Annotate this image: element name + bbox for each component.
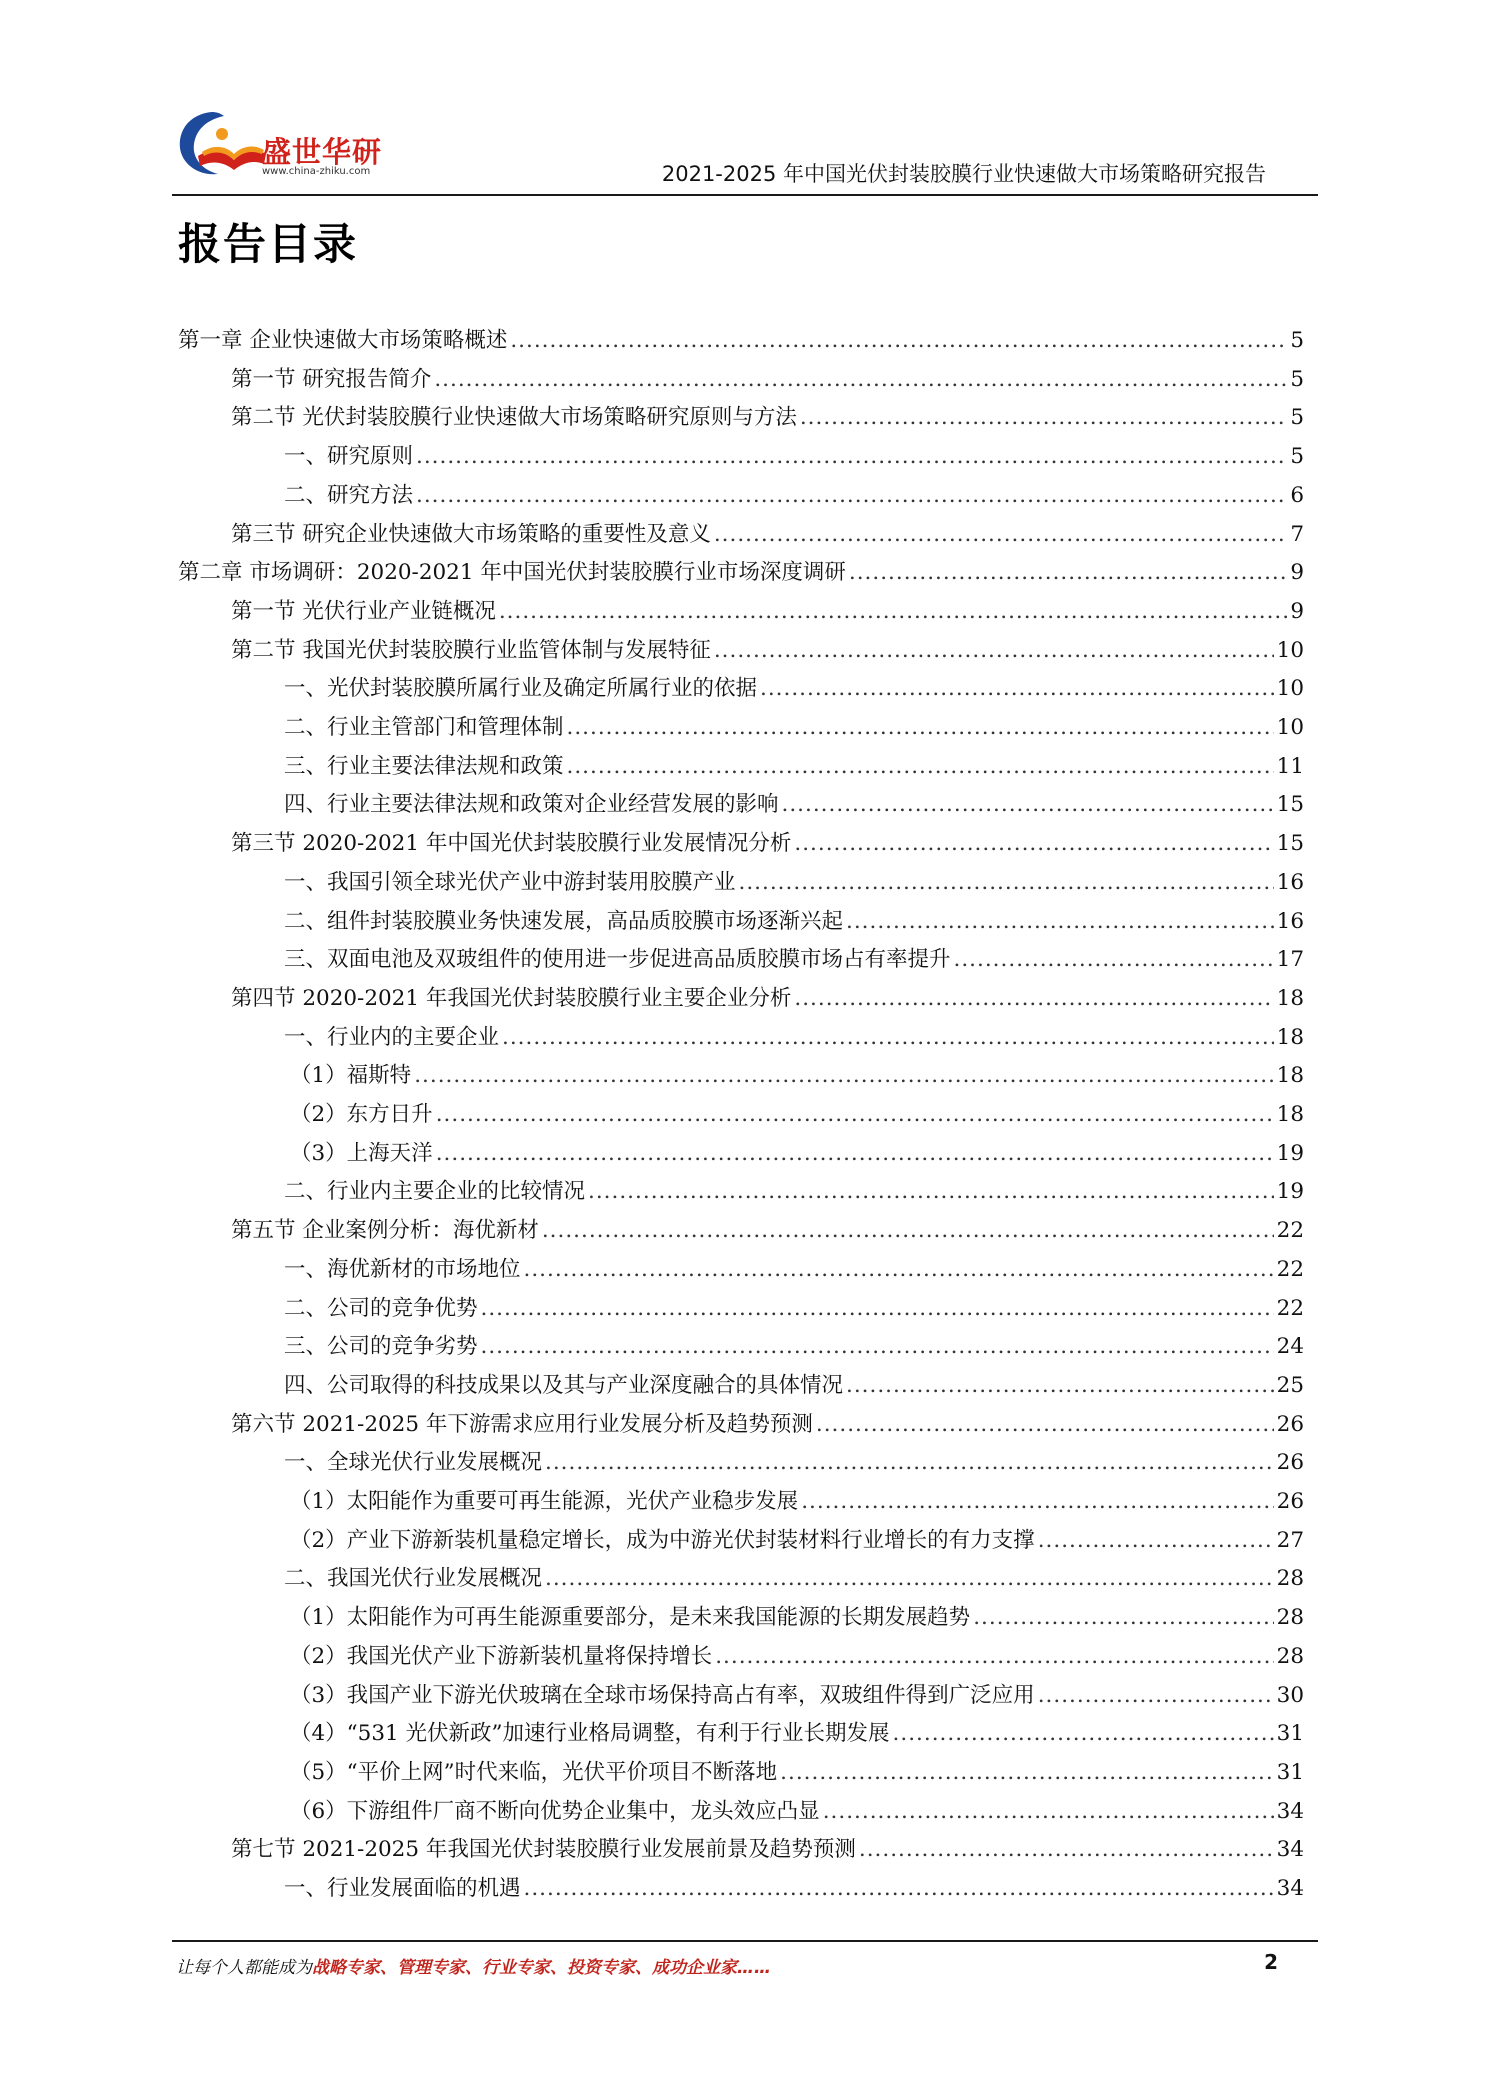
toc-entry-title: 第二章 市场调研：2020-2021 年中国光伏封装胶膜行业市场深度调研 [178, 560, 846, 585]
toc-dot-leader [542, 1213, 1274, 1249]
toc-entry[interactable] [231, 826, 1304, 862]
toc-entry-title: 第四节 2020-2021 年我国光伏封装胶膜行业主要企业分析 [231, 986, 792, 1011]
toc-entry[interactable] [231, 1213, 1304, 1249]
toc-entry-page: 15 [1276, 792, 1304, 817]
toc-entry-page: 10 [1276, 676, 1304, 701]
toc-dot-leader [782, 787, 1274, 823]
toc-entry-title: （6）下游组件厂商不断向优势企业集中，龙头效应凸显 [290, 1799, 820, 1824]
toc-entry[interactable] [284, 865, 1304, 901]
toc-entry[interactable] [290, 1639, 1304, 1675]
toc-dot-leader [524, 1871, 1274, 1907]
toc-entry[interactable] [231, 1407, 1304, 1443]
toc-dot-leader [893, 1716, 1274, 1752]
toc-dot-leader [499, 594, 1287, 630]
toc-entry[interactable] [284, 1561, 1304, 1597]
toc-entry-page: 5 [1290, 444, 1304, 469]
header-rule [172, 194, 1318, 196]
toc-entry[interactable] [284, 942, 1304, 978]
toc-entry[interactable] [284, 671, 1304, 707]
toc-entry-title: 一、行业发展面临的机遇 [284, 1876, 521, 1901]
toc-dot-leader [739, 865, 1274, 901]
toc-entry-title: 第一节 光伏行业产业链概况 [231, 599, 496, 624]
toc-entry-page: 31 [1276, 1760, 1304, 1785]
toc-dot-leader [545, 1561, 1274, 1597]
toc-dot-leader [846, 904, 1274, 940]
toc-entry[interactable] [290, 1097, 1304, 1133]
toc-entry[interactable] [284, 1174, 1304, 1210]
toc-entry-title: 一、我国引领全球光伏产业中游封装用胶膜产业 [284, 870, 736, 895]
toc-entry[interactable] [231, 362, 1304, 398]
toc-entry-page: 5 [1290, 328, 1304, 353]
toc-entry[interactable] [284, 478, 1304, 514]
toc-entry-title: 二、我国光伏行业发展概况 [284, 1566, 543, 1591]
toc-dot-leader [510, 323, 1287, 359]
toc-entry-page: 27 [1276, 1528, 1304, 1553]
toc-entry-title: （1）太阳能作为可再生能源重要部分，是未来我国能源的长期发展趋势 [290, 1605, 971, 1630]
toc-entry-page: 10 [1276, 638, 1304, 663]
toc-entry-title: （1）太阳能作为重要可再生能源，光伏产业稳步发展 [290, 1489, 799, 1514]
toc-dot-leader [849, 555, 1287, 591]
toc-entry-title: 一、海优新材的市场地位 [284, 1257, 521, 1282]
toc-entry-page: 5 [1290, 405, 1304, 430]
toc-entry[interactable] [231, 981, 1304, 1017]
toc-entry[interactable] [284, 904, 1304, 940]
toc-dot-leader [714, 517, 1287, 553]
toc-dot-leader [816, 1407, 1274, 1443]
toc-entry-page: 34 [1276, 1799, 1304, 1824]
toc-dot-leader [436, 1136, 1274, 1172]
toc-entry[interactable] [231, 517, 1304, 553]
toc-entry[interactable] [284, 749, 1304, 785]
toc-entry-title: 第三节 2020-2021 年中国光伏封装胶膜行业发展情况分析 [231, 831, 792, 856]
toc-entry-page: 18 [1276, 1063, 1304, 1088]
toc-entry-title: 二、研究方法 [284, 483, 414, 508]
toc-entry-page: 22 [1276, 1257, 1304, 1282]
toc-entry-title: 三、公司的竞争劣势 [284, 1334, 478, 1359]
toc-entry[interactable] [290, 1484, 1304, 1520]
toc-entry-page: 28 [1276, 1566, 1304, 1591]
toc-entry-page: 18 [1276, 1102, 1304, 1127]
footer-slogan-highlight: 战略专家、管理专家、行业专家、投资专家、成功企业家…… [312, 1958, 771, 1978]
toc-entry-page: 34 [1276, 1837, 1304, 1862]
footer-rule [172, 1940, 1318, 1942]
toc-entry-title: 第二节 光伏封装胶膜行业快速做大市场策略研究原则与方法 [231, 405, 797, 430]
toc-entry[interactable] [284, 1368, 1304, 1404]
toc-entry[interactable] [290, 1716, 1304, 1752]
toc-dot-leader [588, 1174, 1274, 1210]
toc-entry-page: 34 [1276, 1876, 1304, 1901]
toc-dot-leader [823, 1794, 1274, 1830]
toc-dot-leader [973, 1600, 1273, 1636]
toc-entry[interactable] [231, 1832, 1304, 1868]
toc-dot-leader [801, 1484, 1273, 1520]
toc-entry-page: 6 [1290, 483, 1304, 508]
toc-dot-leader [794, 826, 1273, 862]
toc-dot-leader [1038, 1523, 1274, 1559]
toc-dot-leader [954, 942, 1274, 978]
toc-entry-title: 一、全球光伏行业发展概况 [284, 1450, 543, 1475]
toc-dot-leader [481, 1291, 1274, 1327]
toc-dot-leader [567, 749, 1274, 785]
toc-dot-leader [567, 710, 1274, 746]
toc-entry[interactable] [231, 400, 1304, 436]
toc-entry-title: 第一节 研究报告简介 [231, 367, 432, 392]
toc-dot-leader [714, 633, 1274, 669]
toc-dot-leader [760, 671, 1274, 707]
toc-entry-title: （1）福斯特 [290, 1063, 412, 1088]
toc-entry-title: 二、行业内主要企业的比较情况 [284, 1179, 586, 1204]
toc-entry-title: （3）我国产业下游光伏玻璃在全球市场保持高占有率，双玻组件得到广泛应用 [290, 1683, 1035, 1708]
toc-dot-leader [794, 981, 1273, 1017]
toc-entry-title: 第七节 2021-2025 年我国光伏封装胶膜行业发展前景及趋势预测 [231, 1837, 856, 1862]
toc-entry-title: 二、行业主管部门和管理体制 [284, 715, 564, 740]
toc-entry-title: 一、光伏封装胶膜所属行业及确定所属行业的依据 [284, 676, 758, 701]
toc-entry-title: （4）“531 光伏新政”加速行业格局调整，有利于行业长期发展 [290, 1721, 890, 1746]
toc-entry[interactable] [231, 594, 1304, 630]
toc-entry-page: 15 [1276, 831, 1304, 856]
toc-entry-title: 四、行业主要法律法规和政策对企业经营发展的影响 [284, 792, 779, 817]
footer-slogan-prefix: 让每个人都能成为 [176, 1958, 312, 1978]
toc-entry-title: 三、双面电池及双玻组件的使用进一步促进高品质胶膜市场占有率提升 [284, 947, 951, 972]
toc-entry-title: （5）“平价上网”时代来临，光伏平价项目不断落地 [290, 1760, 778, 1785]
toc-entry[interactable] [284, 1329, 1304, 1365]
toc-dot-leader [859, 1832, 1274, 1868]
footer-slogan [176, 1953, 771, 1978]
toc-entry-page: 30 [1276, 1683, 1304, 1708]
toc-entry[interactable] [284, 1020, 1304, 1056]
toc-dot-leader [1038, 1678, 1274, 1714]
toc-entry-title: 一、行业内的主要企业 [284, 1025, 500, 1050]
toc-entry[interactable] [290, 1755, 1304, 1791]
toc-entry-page: 7 [1290, 522, 1304, 547]
toc-dot-leader [846, 1368, 1274, 1404]
toc-entry[interactable] [231, 633, 1304, 669]
toc-entry-page: 9 [1290, 560, 1304, 585]
toc-entry[interactable] [290, 1136, 1304, 1172]
toc-dot-leader [414, 1058, 1273, 1094]
toc-dot-leader [502, 1020, 1274, 1056]
toc-entry-title: 第一章 企业快速做大市场策略概述 [178, 328, 508, 353]
toc-dot-leader [436, 1097, 1274, 1133]
toc-entry-title: （3）上海天洋 [290, 1141, 433, 1166]
toc-entry[interactable] [284, 1445, 1304, 1481]
toc-entry-page: 22 [1276, 1296, 1304, 1321]
toc-entry[interactable] [290, 1678, 1304, 1714]
toc-entry-title: 二、公司的竞争优势 [284, 1296, 478, 1321]
toc-entry-title: （2）东方日升 [290, 1102, 433, 1127]
toc-dot-leader [545, 1445, 1274, 1481]
toc-entry-page: 16 [1276, 909, 1304, 934]
toc-entry-page: 19 [1276, 1141, 1304, 1166]
toc-dot-leader [481, 1329, 1274, 1365]
toc-entry-page: 31 [1276, 1721, 1304, 1746]
toc-entry-page: 17 [1276, 947, 1304, 972]
toc-entry-page: 18 [1276, 986, 1304, 1011]
toc-dot-leader [434, 362, 1287, 398]
toc-entry-page: 25 [1276, 1373, 1304, 1398]
toc-entry[interactable] [284, 1291, 1304, 1327]
toc-entry-page: 5 [1290, 367, 1304, 392]
logo-url: www.china-zhiku.com [262, 166, 371, 177]
toc-entry-page: 28 [1276, 1644, 1304, 1669]
toc-entry-title: 第五节 企业案例分析：海优新材 [231, 1218, 539, 1243]
logo-name: 盛世华研 [262, 135, 383, 169]
toc-entry[interactable] [178, 323, 1304, 359]
toc-entry-title: 第三节 研究企业快速做大市场策略的重要性及意义 [231, 522, 711, 547]
toc-entry-title: 第六节 2021-2025 年下游需求应用行业发展分析及趋势预测 [231, 1412, 813, 1437]
toc-entry-page: 24 [1276, 1334, 1304, 1359]
toc-heading: 报告目录 [178, 220, 358, 270]
toc-entry[interactable] [284, 1252, 1304, 1288]
toc-entry-title: 二、组件封装胶膜业务快速发展，高品质胶膜市场逐渐兴起 [284, 909, 844, 934]
toc-entry-title: （2）产业下游新装机量稳定增长，成为中游光伏封装材料行业增长的有力支撑 [290, 1528, 1035, 1553]
logo-dot [216, 128, 228, 140]
toc-entry-page: 18 [1276, 1025, 1304, 1050]
toc-dot-leader [780, 1755, 1273, 1791]
toc-entry-page: 10 [1276, 715, 1304, 740]
toc-entry[interactable] [284, 787, 1304, 823]
toc-entry-page: 26 [1276, 1489, 1304, 1514]
toc-entry[interactable] [284, 1871, 1304, 1907]
toc-entry-page: 11 [1276, 754, 1304, 779]
toc-dot-leader [715, 1639, 1273, 1675]
toc-dot-leader [800, 400, 1287, 436]
toc-entry-title: 一、研究原则 [284, 444, 414, 469]
toc-entry[interactable] [178, 555, 1304, 591]
toc-entry-page: 19 [1276, 1179, 1304, 1204]
toc-entry-page: 22 [1276, 1218, 1304, 1243]
toc-entry-title: 第二节 我国光伏封装胶膜行业监管体制与发展特征 [231, 638, 711, 663]
toc-dot-leader [416, 478, 1287, 514]
toc-entry-page: 26 [1276, 1412, 1304, 1437]
toc-entry-page: 26 [1276, 1450, 1304, 1475]
toc-entry[interactable] [284, 710, 1304, 746]
toc-entry-title: （2）我国光伏产业下游新装机量将保持增长 [290, 1644, 713, 1669]
toc-entry[interactable] [290, 1600, 1304, 1636]
report-title: 2021-2025 年中国光伏封装胶膜行业快速做大市场策略研究报告 [661, 162, 1266, 186]
toc-dot-leader [416, 439, 1287, 475]
toc-entry-page: 16 [1276, 870, 1304, 895]
toc-entry-title: 三、行业主要法律法规和政策 [284, 754, 564, 779]
toc-entry[interactable] [284, 439, 1304, 475]
toc-entry-page: 9 [1290, 599, 1304, 624]
toc-entry[interactable] [290, 1058, 1304, 1094]
toc-entry[interactable] [290, 1794, 1304, 1830]
toc-entry-page: 28 [1276, 1605, 1304, 1630]
toc-entry-title: 四、公司取得的科技成果以及其与产业深度融合的具体情况 [284, 1373, 844, 1398]
toc-entry[interactable] [290, 1523, 1304, 1559]
page-number: 2 [1264, 1950, 1278, 1974]
toc-dot-leader [524, 1252, 1274, 1288]
